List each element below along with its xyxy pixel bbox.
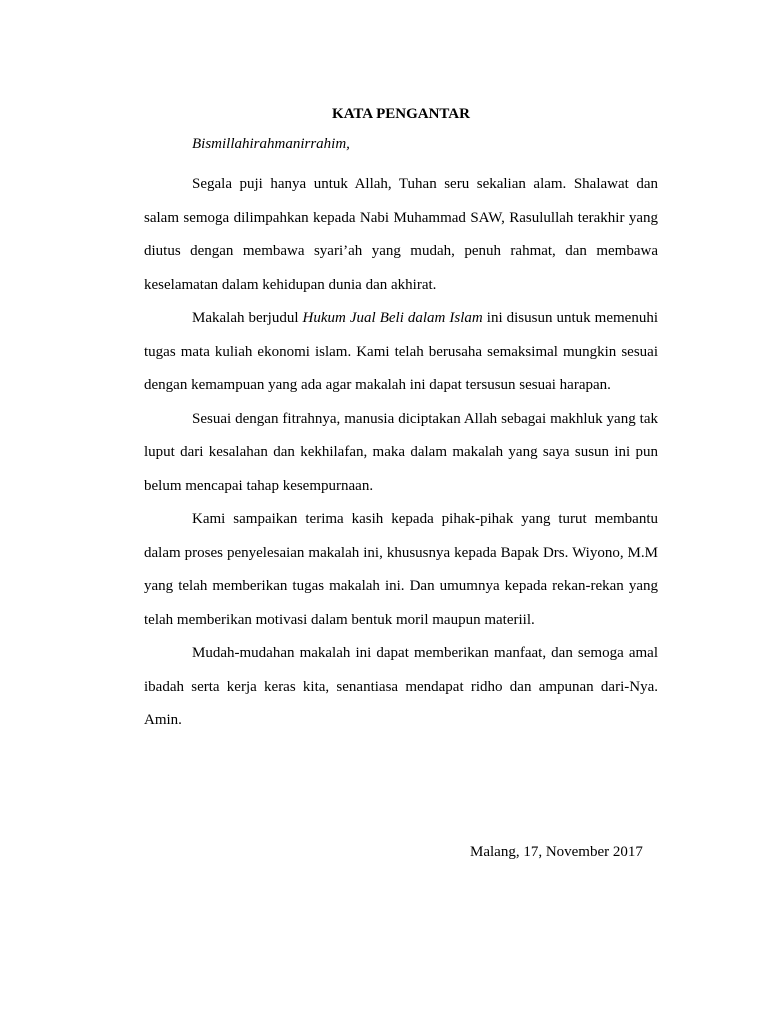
paper-title-italic: Hukum Jual Beli dalam Islam bbox=[302, 310, 483, 326]
paragraph-opening: Segala puji hanya untuk Allah, Tuhan seru sekalian alam. Shalawat dan salam semoga dilimpahkan kepada Nabi Muhammad SAW, Rasulullah terakhir yang diutus dengan membawa syari’ah yang mudah, penuh rahmat, dan membawa keselamatan dalam kehidupan dunia dan akhirat. bbox=[144, 176, 658, 293]
greeting-text: Bismillahirahmanirrahim, bbox=[192, 136, 350, 152]
signature-date: Malang, 17, November 2017 bbox=[470, 844, 643, 860]
paragraph-closing: Mudah-mudahan makalah ini dapat memberikan manfaat, dan semoga amal ibadah serta kerja keras kita, senantiasa mendapat ridho dan ampunan dari-Nya. Amin. bbox=[144, 645, 658, 728]
paragraph-imperfection: Sesuai dengan fitrahnya, manusia diciptakan Allah sebagai makhluk yang tak luput dari kesalahan dan kekhilafan, maka dalam makalah yang saya susun ini pun belum mencapai tahap kesempurnaan. bbox=[144, 410, 658, 494]
paragraph-purpose-before: Makalah berjudul bbox=[192, 310, 303, 326]
paragraph-thanks: Kami sampaikan terima kasih kepada pihak-pihak yang turut membantu dalam proses penyelesaian makalah ini, khususnya kepada Bapak Drs. Wiyono, M.M yang telah memberikan tugas makalah ini. Dan umumnya kepada rekan-rekan yang telah memberikan motivasi dalam bentuk moril maupun materiil. bbox=[144, 511, 658, 628]
paragraph-purpose-after: ini disusun untuk memenuhi tugas mata kuliah ekonomi islam. Kami telah berusaha semaksimal mungkin sesuai dengan kemampuan yang ada agar makalah ini dapat tersusun sesuai harapan. bbox=[144, 310, 659, 393]
document-body bbox=[144, 134, 658, 738]
paragraph-purpose bbox=[144, 302, 658, 403]
page-title: KATA PENGANTAR bbox=[332, 106, 470, 122]
